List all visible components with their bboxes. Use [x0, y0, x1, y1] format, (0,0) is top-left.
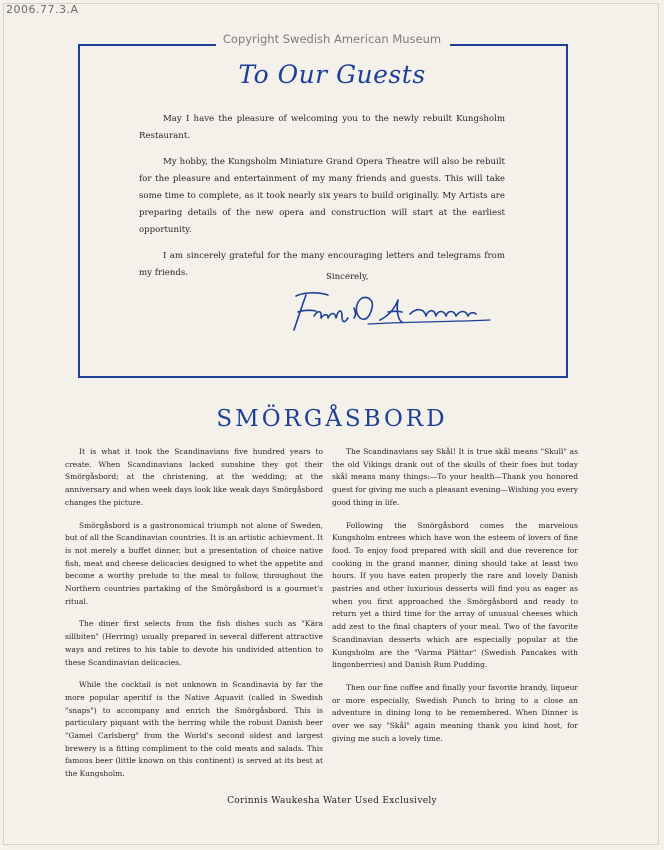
letter-body	[139, 111, 505, 291]
column-paragraph: The diner first selects from the fish dishes such as "Kära sillbiten" (Herring) usually prepared in several different attractive ways and retires to his table to devote his undivided attention to these Scandinavian delicacies.	[65, 619, 323, 667]
letter-closing: Sincerely,	[326, 272, 369, 282]
letter-paragraph: My hobby, the Kungsholm Miniature Grand Opera Theatre will also be rebuilt for the pleasure and entertainment of my many friends and guests. This will take some time to complete, as it took nearly six years to build originally. My Artists are preparing details of the new opera and construction will start at the earliest opportunity.	[139, 157, 505, 235]
signature	[284, 286, 504, 338]
section-heading: SMÖRGÅSBORD	[216, 406, 448, 432]
right-column	[332, 446, 578, 755]
column-paragraph: Following the Smörgåsbord comes the marvelous Kungsholm entrees which have won the esteem of lovers of fine food. To enjoy food prepared with skill and due reverence for cooking in the grand manner, dining should take at least two hours. If you have eaten properly the rare and lovely Danish pastries and other luxurious desserts will find you as eager as when you first approached the Smörgåsbord and ready to return yet a third time for the array of unusual cheeses which add zest to the final chapters of your meal. Two of the favorite Scandinavian desserts which are especially popular at the Kungsholm are the "Varma Plättar" (Swedish Pancakes with lingonberries) and Danish Rum Pudding.	[332, 520, 578, 670]
letter-paragraph: May I have the pleasure of welcoming you to the newly rebuilt Kungsholm Restaurant.	[139, 114, 505, 141]
column-paragraph: The Scandinavians say Skål! It is true skål means "Skull" as the old Vikings drank out of the skulls of their foes but today skål means many things:—To your health—Thank you honored guest for giving me such a pleasant evening—Wishing you every good thing in life.	[332, 447, 578, 507]
column-paragraph: Then our fine coffee and finally your favorite brandy, liqueur or more especially, Swedish Punch to bring to a close an adventure in dining long to be remembered. When Dinner is over we say "Skål" again meaning thank you kind host, for giving me such a lovely time.	[332, 682, 578, 743]
column-paragraph: It is what it took the Scandinavians five hundred years to create. When Scandinavians lacked sunshine they got their Smörgåsbord; at the christening, at the wedding; at the anniversary and when week days look like weak days Smörgåsbord changes the picture.	[65, 447, 323, 507]
letter-frame-top-right	[450, 44, 568, 46]
column-paragraph: Smörgåsbord is a gastronomical triumph not alone of Sweden, but of all the Scandinavian countries. It is an artistic achievment. It is not merely a buffet dinner, but a presentation of choice native fish, meat and cheese delicacies designed to whet the appetite and become a worthy prelude to the meal to follow, throughout the Northern countries partaking of the Smörgåsbord is a gourmet's ritual.	[65, 520, 323, 606]
footer-note: Corinnis Waukesha Water Used Exclusively	[227, 796, 437, 806]
accession-number: 2006.77.3.A	[6, 3, 79, 16]
copyright-watermark: Copyright Swedish American Museum	[222, 32, 442, 46]
left-column	[65, 446, 323, 791]
letter-paragraph: I am sincerely grateful for the many encouraging letters and telegrams from my friends.	[139, 251, 505, 278]
letter-title: To Our Guests	[238, 60, 426, 89]
column-paragraph: While the cocktail is not unknown in Scandinavia by far the more popular aperitif is the Native Aquavit (called in Swedish "snaps") to accompany and enrich the Smörgåsbord. This is particulary piquant with the herring while the robust Danish beer "Gamel Carlsberg" from the World's second oldest and largest brewery is a fitting compliment to the cold meats and salads. This famous beer (little known on this continent) is served at its best at the Kungsholm.	[65, 680, 323, 779]
letter-frame-top-left	[78, 44, 216, 46]
